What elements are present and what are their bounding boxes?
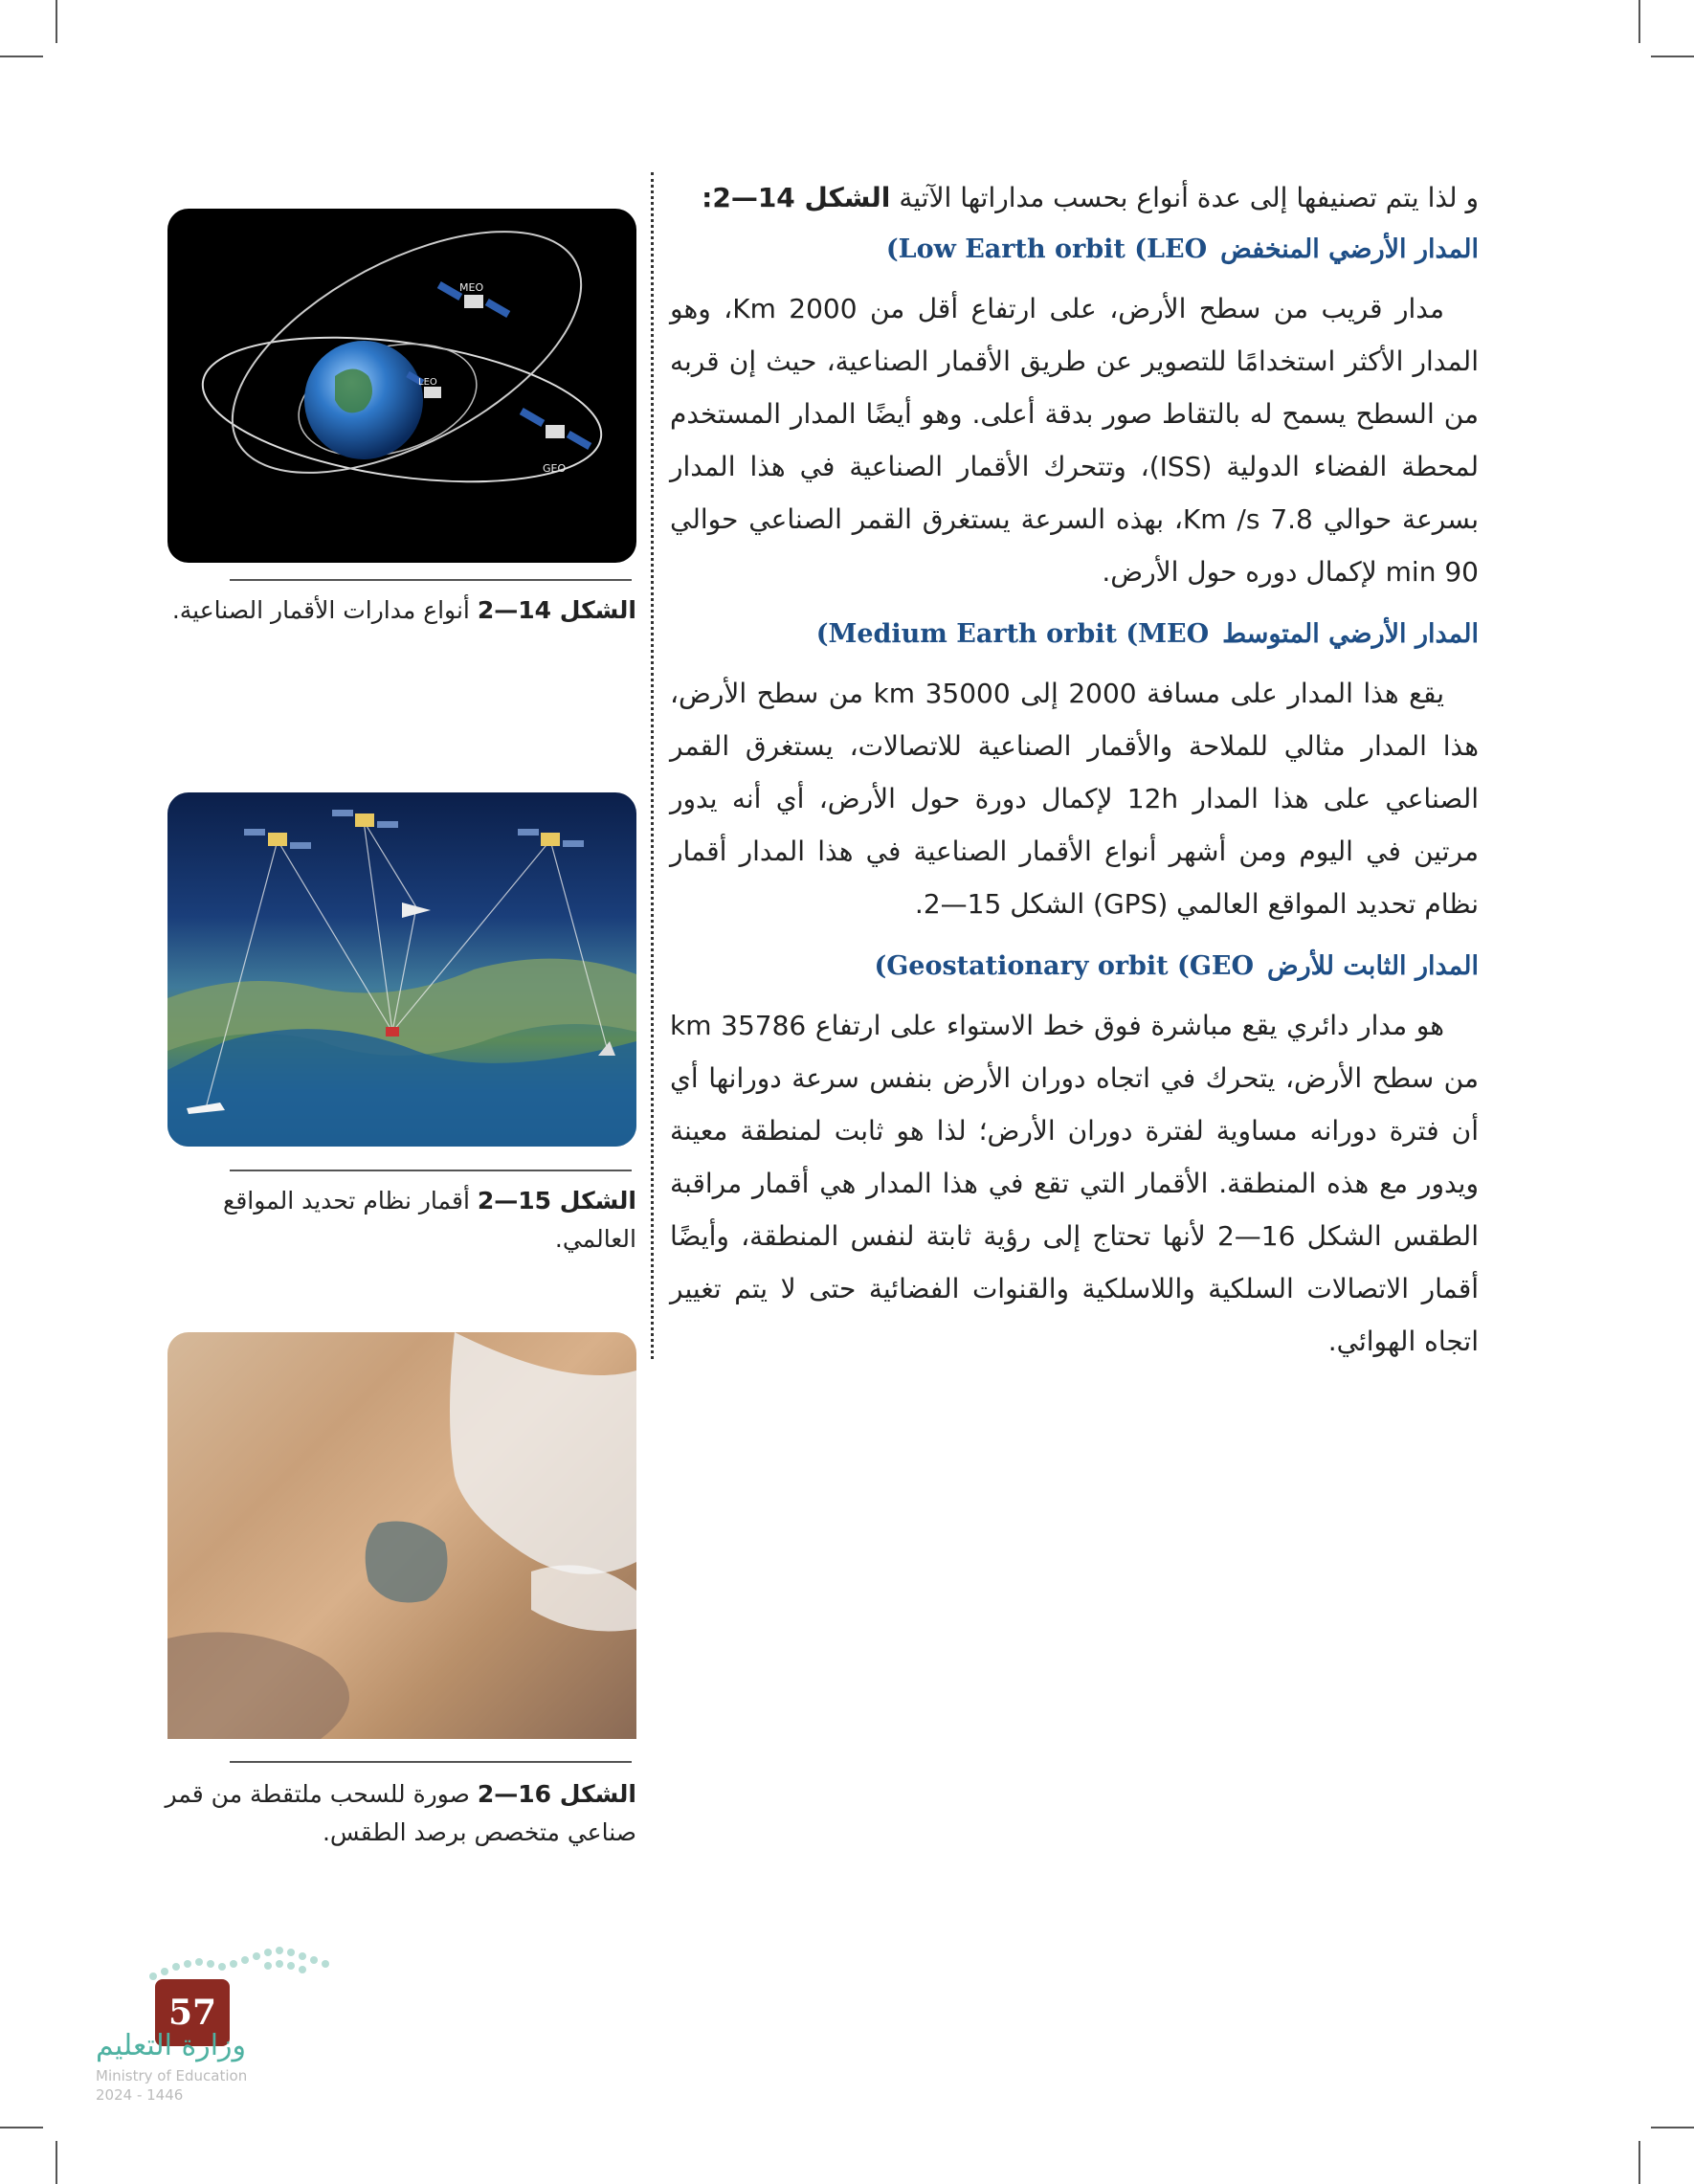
section-heading-geo — [670, 947, 1479, 986]
intro-figure-ref: الشكل 14—2: — [702, 182, 891, 213]
heading-ar: المدار الثابت للأرض — [1267, 951, 1479, 981]
orbits-image — [167, 209, 636, 563]
figure-label: الشكل 14—2 — [477, 596, 636, 624]
figure-label: الشكل 15—2 — [477, 1187, 636, 1215]
car-icon — [386, 1027, 399, 1036]
heading-en: (Geostationary orbit (GEO — [874, 951, 1254, 981]
crop-mark — [1651, 56, 1694, 57]
figure-orbits — [167, 209, 636, 563]
orbit-label: GEO — [543, 462, 567, 475]
caption-rule — [230, 579, 632, 581]
intro-text: و لذا يتم تصنيفها إلى عدة أنواع بحسب مداراتها الآتية — [890, 182, 1479, 213]
section-paragraph-meo: يقع هذا المدار على مسافة 2000 إلى 35000 km من سطح الأرض، هذا المدار مثالي للملاحة والأقمار الصناعية للاتصالات، يستغرق القمر الصناعي على هذا المدار 12h لإكمال دورة حول الأرض، أي أنه يدور مرتين في اليوم ومن أشهر أنواع الأقمار الصناعية في هذا المدار أقمار نظام تحديد المواقع العالمي (GPS) الشكل 15—2. — [670, 678, 1479, 920]
ministry-name-ar: وزارة التعليم — [96, 2029, 247, 2062]
figure-caption — [163, 1182, 636, 1259]
page-number: 57 — [155, 1979, 230, 2046]
gps-image — [167, 792, 636, 1147]
gps-illustration — [167, 792, 636, 1147]
satellite-icon — [332, 810, 398, 828]
figure-caption — [163, 591, 636, 630]
weather-illustration — [167, 1332, 636, 1739]
heading-ar: المدار الأرضي المنخفض — [1220, 234, 1479, 264]
figure-weather — [167, 1332, 636, 1739]
edition-year: 2024 - 1446 — [96, 2086, 184, 2104]
section-paragraph-geo: هو مدار دائري يقع مباشرة فوق خط الاستواء على ارتفاع 35786 km من سطح الأرض، يتحرك في اتجاه دوران الأرض بنفس سرعة دورانها أي أن فترة دورانه مساوية لفترة دوران الأرض؛ لذا هو ثابت لمنطقة معينة ويدور مع هذه المنطقة. الأقمار التي تقع في هذا المدار هي أقمار مراقبة الطقس الشكل 16—2 لأنها تحتاج إلى رؤية ثابتة لنفس المنطقة، وأيضًا أقمار الاتصالات السلكية واللاسلكية والقنوات الفضائية حتى لا يتم تغيير اتجاه الهوائي. — [670, 1010, 1479, 1357]
satellite-icon — [520, 408, 592, 450]
caption-text: صورة للسحب ملتقطة من قمر صناعي متخصص برصد الطقس. — [165, 1780, 636, 1846]
satellite-icon — [244, 829, 311, 849]
satellite-icon — [518, 829, 584, 847]
crop-mark — [1651, 2127, 1694, 2128]
crop-mark — [0, 56, 43, 57]
weather-image — [167, 1332, 636, 1739]
orbit-label: MEO — [459, 281, 484, 294]
figure-gps — [167, 792, 636, 1147]
crop-mark — [1638, 0, 1640, 43]
caption-text: أنواع مدارات الأقمار الصناعية. — [171, 596, 470, 624]
figure-label: الشكل 16—2 — [477, 1780, 636, 1808]
aircraft-icon — [402, 903, 431, 918]
heading-en: (Low Earth orbit (LEO — [885, 234, 1208, 264]
orbits-illustration — [167, 209, 636, 563]
crop-mark — [56, 0, 57, 43]
intro-paragraph — [670, 177, 1479, 219]
caption-text: أقمار نظام تحديد المواقع العالمي. — [223, 1187, 636, 1253]
crop-mark — [56, 2141, 57, 2184]
cloud-band — [450, 1332, 636, 1574]
section-paragraph-leo: مدار قريب من سطح الأرض، على ارتفاع أقل من 2000 Km، وهو المدار الأكثر استخدامًا للتصوير عن طريق الأقمار الصناعية، حيث إن قربه من السطح يسمح له بالتقاط صور بدقة أعلى. وهو أيضًا المدار المستخدم لمحطة الفضاء الدولية (ISS)، وتتحرك الأقمار الصناعية في هذا المدار بسرعة حوالي 7.8 Km /s، بهذه السرعة يستغرق القمر الصناعي حوالي 90 min لإكمال دوره حول الأرض. — [670, 293, 1479, 588]
crop-mark — [1638, 2141, 1640, 2184]
heading-ar: المدار الأرضي المتوسط — [1222, 619, 1479, 649]
crop-mark — [0, 2127, 43, 2128]
main-text-column — [670, 177, 1479, 1385]
ministry-name-en: Ministry of Education — [96, 2067, 248, 2084]
column-divider — [651, 172, 654, 1359]
section-heading-meo — [670, 615, 1479, 654]
figure-caption — [163, 1775, 636, 1852]
section-heading-leo — [670, 231, 1479, 269]
caption-rule — [230, 1170, 632, 1171]
orbit-label: LEO — [418, 377, 437, 388]
heading-en: (Medium Earth orbit (MEO — [815, 619, 1210, 649]
gulf-water — [366, 1522, 448, 1603]
caption-rule — [230, 1761, 632, 1763]
